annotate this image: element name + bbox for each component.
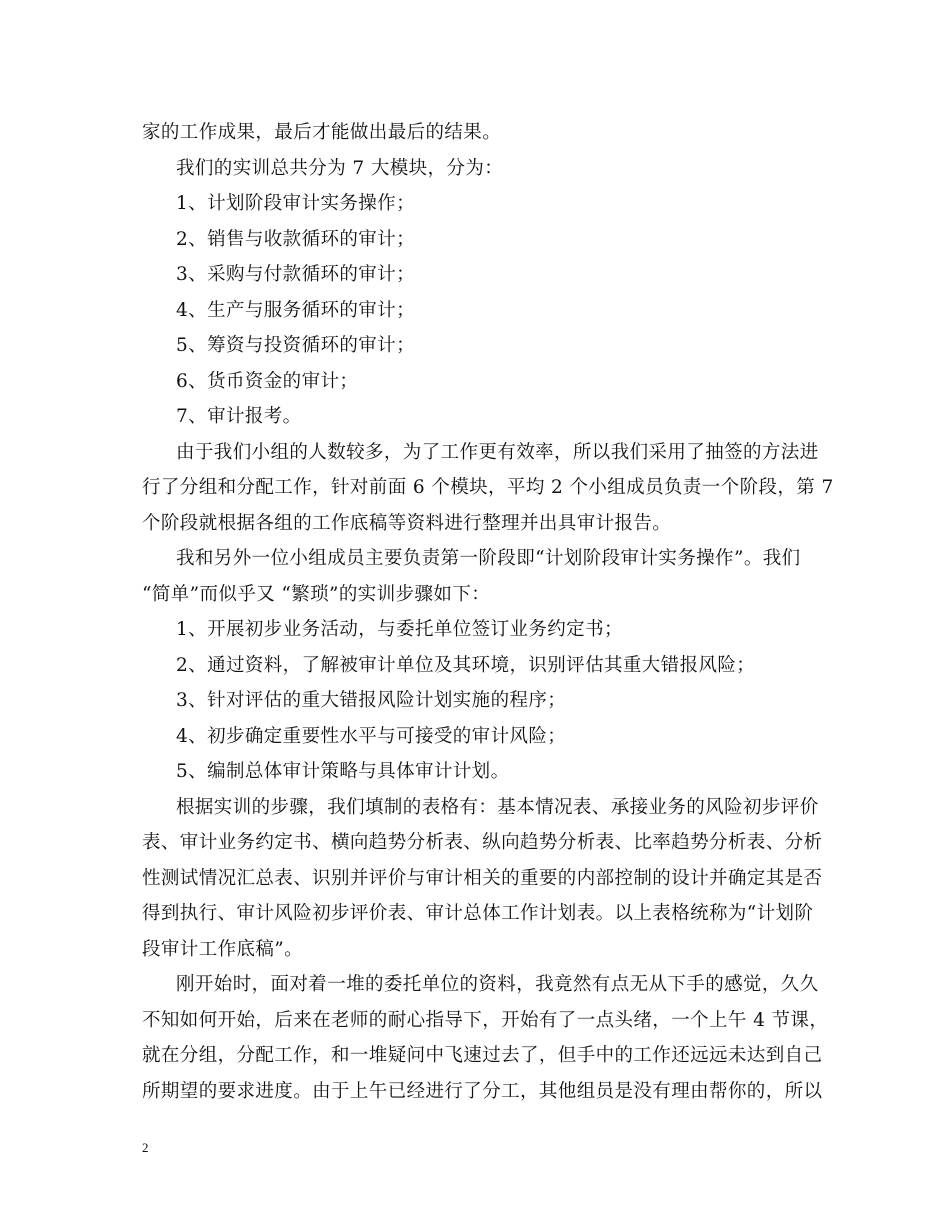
- text-line: 由于我们小组的人数较多，为了工作更有效率，所以我们采用了抽签的方法进: [176, 441, 819, 463]
- text-line: “简单”而似乎又 “繁琐”的实训步骤如下：: [142, 583, 491, 605]
- text-line: 1、计划阶段审计实务操作；: [176, 193, 415, 214]
- text-line: 刚开始时，面对着一堆的委托单位的资料，我竟然有点无从下手的感觉，久久: [176, 974, 819, 995]
- text-line: 我们的实训总共分为 7 大模块，分为：: [176, 157, 504, 179]
- document-body: [142, 115, 834, 1109]
- text-line: 就在分组，分配工作，和一堆疑问中飞速过去了，但手中的工作还远远未达到自己: [142, 1045, 823, 1066]
- text-line: 4、初步确定重要性水平与可接受的审计风险；: [176, 725, 567, 747]
- text-line: 家的工作成果，最后才能做出最后的结果。: [142, 122, 502, 143]
- text-line: 得到执行、审计风险初步评价表、审计总体工作计划表。以上表格统称为“计划阶: [142, 903, 814, 924]
- text-line: 7、审计报考。: [176, 406, 302, 427]
- text-line: 所期望的要求进度。由于上午已经进行了分工，其他组员是没有理由帮你的，所以: [142, 1080, 823, 1102]
- text-line: 5、编制总体审计策略与具体审计计划。: [176, 761, 510, 782]
- text-line: 4、生产与服务循环的审计；: [176, 299, 415, 321]
- text-line: 根据实训的步骤，我们填制的表格有：基本情况表、承接业务的风险初步评价: [176, 796, 819, 818]
- text-line: 5、筹资与投资循环的审计；: [176, 335, 415, 356]
- page-number: 2: [142, 1140, 149, 1155]
- text-line: 个阶段就根据各组的工作底稿等资料进行整理并出具审计报告。: [142, 512, 672, 534]
- text-line: 3、采购与付款循环的审计；: [176, 264, 415, 285]
- text-line: 行了分组和分配工作，针对前面 6 个模块，平均 2 个小组成员负责一个阶段，第 7: [142, 477, 834, 498]
- text-line: 性测试情况汇总表、识别并评价与审计相关的重要的内部控制的设计并确定其是否: [142, 867, 823, 889]
- text-line: 表、审计业务约定书、横向趋势分析表、纵向趋势分析表、比率趋势分析表、分析: [142, 832, 823, 853]
- text-line: 我和另外一位小组成员主要负责第一阶段即“计划阶段审计实务操作”。我们: [176, 548, 801, 569]
- text-line: 2、通过资料，了解被审计单位及其环境，识别评估其重大错报风险；: [176, 654, 756, 676]
- text-line: 2、销售与收款循环的审计；: [176, 228, 415, 250]
- text-line: 6、货币资金的审计；: [176, 370, 359, 392]
- text-line: 不知如何开始，后来在老师的耐心指导下，开始有了一点头绪，一个上午 4 节课，: [142, 1009, 829, 1031]
- text-line: 段审计工作底稿”。: [142, 938, 304, 960]
- text-line: 3、针对评估的重大错报风险计划实施的程序；: [176, 690, 567, 711]
- text-line: 1、开展初步业务活动，与委托单位签订业务约定书；: [176, 619, 623, 640]
